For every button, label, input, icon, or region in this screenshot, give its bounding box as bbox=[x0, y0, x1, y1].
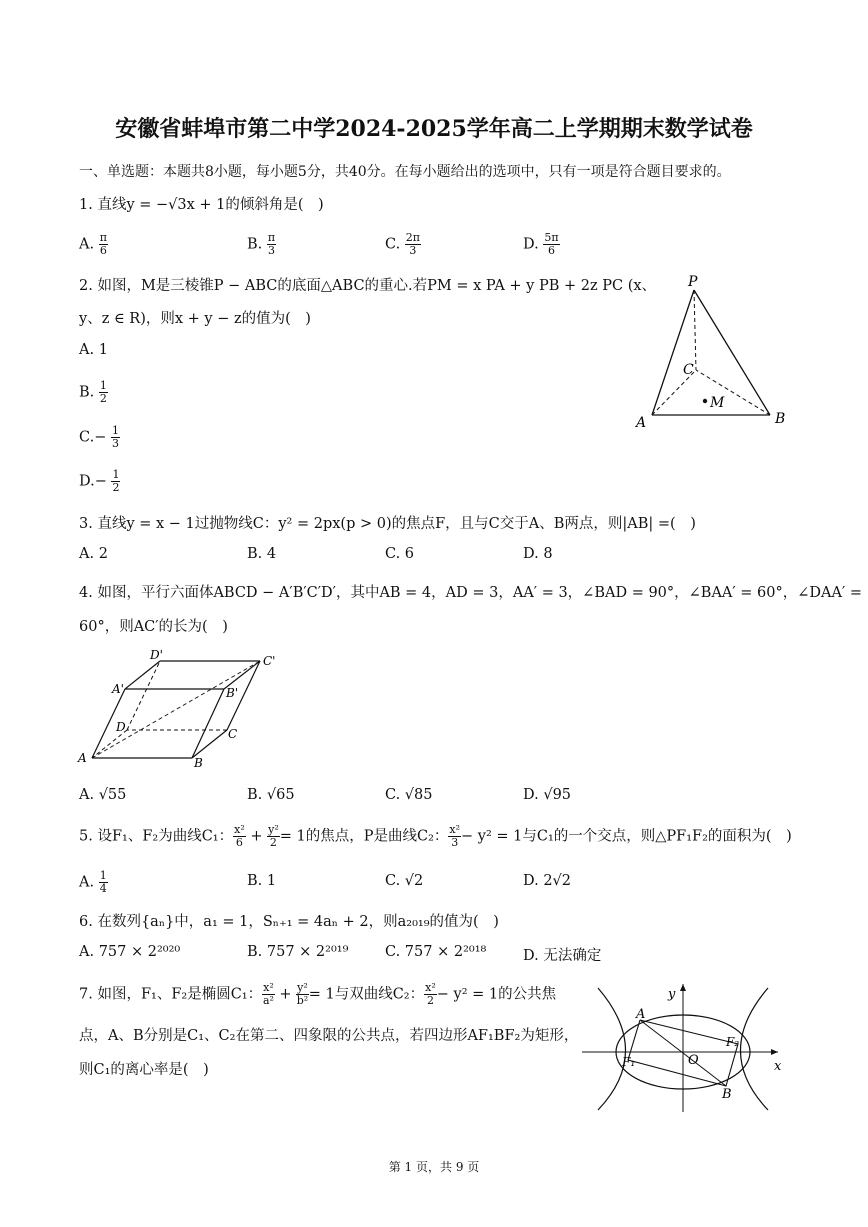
q5-option-a: A. $\frac{1}{4}$ bbox=[79, 869, 107, 895]
question-4-stem-line2: 60°，则AC′的长为( ) bbox=[79, 619, 228, 635]
label-A: A bbox=[78, 751, 87, 765]
question-4-stem-line1: 4. 如图，平行六面体ABCD − A′B′C′D′，其中AB = 4，AD = 3，AA′ = 3，∠BAD = 90°，∠BAA′ = 60°，∠DAA′ = bbox=[79, 585, 863, 601]
q3-option-a: A. 2 bbox=[79, 546, 108, 562]
label-P: P bbox=[688, 274, 698, 290]
tetrahedron-figure bbox=[630, 270, 800, 435]
q3-option-b: B. 4 bbox=[247, 546, 277, 562]
question-6-stem: 6. 在数列{aₙ}中，a₁ = 1，Sₙ₊₁ = 4aₙ + 2，则a₂₀₁₉的值为( ) bbox=[79, 914, 499, 930]
q6-option-b: B. 757 × 2²⁰¹⁹ bbox=[247, 944, 349, 960]
question-2-stem-line2: y、z ∈ R)，则x + y − z的值为( ) bbox=[79, 311, 311, 327]
label-B: B bbox=[194, 756, 203, 770]
q3-option-d: D. 8 bbox=[523, 546, 553, 562]
label-F2: F₂ bbox=[726, 1035, 740, 1049]
q2-option-a: A. 1 bbox=[79, 342, 108, 358]
q5-option-b: B. 1 bbox=[247, 873, 277, 889]
label-F1: F₁ bbox=[622, 1055, 636, 1069]
label-A: A bbox=[636, 415, 647, 431]
q2-option-d: D.− $\frac{1}{2}$ bbox=[79, 468, 120, 494]
q5-option-d: D. 2√2 bbox=[523, 873, 572, 889]
q4-option-b: B. √65 bbox=[247, 787, 295, 803]
label-A: A bbox=[636, 1007, 646, 1022]
question-7-stem-line1: 7. 如图，F₁、F₂是椭圆C₁： $\frac{\text{x²}}{\text{a²}}$ + $\frac{\text{y²}}{\text{b²}}$ = 1与双曲线C₂： $\frac{\text{x²}}{2}$ − y² = 1的公共焦 bbox=[79, 981, 557, 1007]
page-footer: 第 1 页，共 9 页 bbox=[388, 1160, 480, 1174]
q6-option-c: C. 757 × 2²⁰¹⁸ bbox=[385, 944, 487, 960]
section-header-single-choice: 一、单选题：本题共8小题，每小题5分，共40分。在每小题给出的选项中，只有一项是符合题目要求的。 bbox=[79, 164, 731, 180]
q4-option-a: A. √55 bbox=[79, 787, 127, 803]
q1-option-b: B. $\frac{\pi}{3}$ bbox=[247, 231, 276, 257]
label-x: x bbox=[774, 1059, 782, 1074]
question-1-stem: 1. 直线y = −√3x + 1的倾斜角是( ) bbox=[79, 197, 324, 213]
label-A1: A' bbox=[112, 682, 124, 696]
q6-option-d: D. 无法确定 bbox=[523, 948, 602, 964]
label-B: B bbox=[775, 411, 786, 427]
label-C1: C' bbox=[263, 654, 276, 668]
label-C: C bbox=[683, 362, 694, 378]
q4-option-d: D. √95 bbox=[523, 787, 572, 803]
question-7-stem-line2: 点，A、B分别是C₁、C₂在第二、四象限的公共点，若四边形AF₁BF₂为矩形， bbox=[79, 1028, 579, 1044]
q2-option-c: C.− $\frac{1}{3}$ bbox=[79, 424, 119, 450]
q1-option-d: D. $\frac{5\pi}{6}$ bbox=[523, 231, 559, 257]
q1-option-c: C. $\frac{2\pi}{3}$ bbox=[385, 231, 421, 257]
label-B1: B' bbox=[226, 686, 239, 700]
label-D1: D' bbox=[150, 648, 163, 662]
label-y: y bbox=[668, 987, 676, 1002]
label-O: O bbox=[688, 1053, 699, 1068]
label-C: C bbox=[228, 727, 238, 741]
question-5-stem: 5. 设F₁、F₂为曲线C₁： $\frac{\text{x²}}{6}$ + $\frac{\text{y²}}{2}$ = 1的焦点，P是曲线C₂： $\frac{\text{x²}}{3}$ − y² = 1与C₁的一个交点，则△PF₁F₂的面积为( ) bbox=[79, 823, 792, 849]
label-M: M bbox=[710, 395, 725, 411]
q1-option-a: A. $\frac{\pi}{6}$ bbox=[79, 231, 107, 257]
q5-option-c: C. √2 bbox=[385, 873, 424, 889]
question-7-stem-line3: 则C₁的离心率是( ) bbox=[79, 1062, 209, 1078]
question-2-stem-line1: 2. 如图，M是三棱锥P − ABC的底面△ABC的重心.若PM = x PA + y PB + 2z PC (x、 bbox=[79, 278, 657, 294]
q4-option-c: C. √85 bbox=[385, 787, 433, 803]
q6-option-a: A. 757 × 2²⁰²⁰ bbox=[79, 944, 181, 960]
q2-option-b: B. $\frac{1}{2}$ bbox=[79, 379, 107, 405]
q3-option-c: C. 6 bbox=[385, 546, 415, 562]
label-D: D bbox=[116, 720, 126, 734]
ellipse-hyperbola-figure bbox=[578, 980, 788, 1115]
paper-title: 安徽省蚌埠市第二中学2024-2025学年高二上学期期末数学试卷 bbox=[115, 116, 753, 142]
parallelepiped-figure bbox=[72, 645, 292, 770]
label-B: B bbox=[722, 1087, 732, 1102]
question-3-stem: 3. 直线y = x − 1过抛物线C：y² = 2px(p > 0)的焦点F，且与C交于A、B两点，则|AB| =( ) bbox=[79, 516, 696, 532]
